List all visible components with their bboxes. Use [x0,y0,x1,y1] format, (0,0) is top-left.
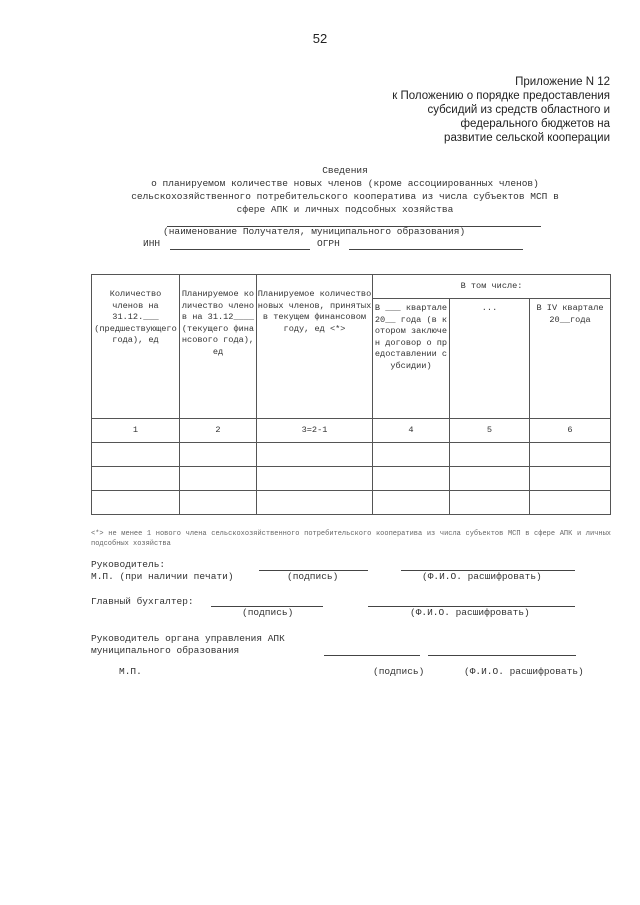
recipient-caption: (наименование Получателя, муниципального образования) [163,226,466,237]
signature-caption: (подпись) [287,571,339,582]
mp-label: М.П. [119,666,142,677]
table-cell[interactable] [257,443,373,467]
inn-label: ИНН [143,238,161,249]
ogrn-field[interactable] [349,249,523,250]
title-line: сфере АПК и личных подсобных хозяйства [236,204,454,215]
authority-signature-line[interactable] [324,655,420,656]
table-cell[interactable] [92,443,180,467]
column-number: 2 [180,419,257,443]
header-quarter-contract: В ___ квартале 20__ года (в котором заключен договор о предоставлении субсидии) [373,299,450,419]
accountant-label: Главный бухгалтер: [91,596,194,607]
header-ellipsis: ... [450,299,530,419]
table-cell[interactable] [257,467,373,491]
column-number: 4 [373,419,450,443]
table-cell[interactable] [92,467,180,491]
table-cell[interactable] [257,491,373,515]
inn-field[interactable] [170,249,310,250]
table-cell[interactable] [450,467,530,491]
table-cell[interactable] [92,491,180,515]
appendix-line: Приложение N 12 [515,76,610,88]
authority-label-line2: муниципального образования [91,645,240,656]
column-number: 6 [530,419,611,443]
head-label: Руководитель: [91,559,166,570]
signature-caption: (подпись) [373,666,425,677]
appendix-line: развитие сельской кооперации [444,132,610,144]
table-cell[interactable] [373,491,450,515]
header-including: В том числе: [373,275,611,299]
table-cell[interactable] [180,467,257,491]
name-caption: (Ф.И.О. расшифровать) [464,666,584,677]
table-cell[interactable] [373,467,450,491]
header-quarter-iv: В IV квартале 20__года [530,299,611,419]
table-cell[interactable] [530,467,611,491]
table-row [92,467,611,491]
table-cell[interactable] [373,443,450,467]
name-caption: (Ф.И.О. расшифровать) [410,607,530,618]
authority-label-line1: Руководитель органа управления АПК [91,633,285,644]
table-row [92,491,611,515]
header-new-members: Планируемое количество новых членов, принятых в текущем финансовом году, ед <*> [257,275,373,419]
document-title [60,164,630,216]
members-table [91,274,611,515]
title-line: о планируемом количестве новых членов (кроме ассоциированных членов) [151,178,539,189]
appendix-line: субсидий из средств областного и [427,104,610,116]
appendix-header [310,75,610,145]
column-number: 1 [92,419,180,443]
column-number: 3=2-1 [257,419,373,443]
footnote: <*> не менее 1 нового члена сельскохозяйственного потребительского кооператива из числа субъектов МСП в сфере АПК и личных подсобных хозяйства [91,530,611,548]
table-cell[interactable] [450,443,530,467]
authority-name-line[interactable] [428,655,576,656]
header-current-members: Количество членов на 31.12.___ (предшествующего года), ед [92,275,180,419]
column-number: 5 [450,419,530,443]
title-line: сельскохозяйственного потребительского кооператива из числа субъектов МСП в [131,191,559,202]
page-number: 52 [312,31,328,46]
appendix-line: к Положению о порядке предоставления [392,90,610,102]
ogrn-label: ОГРН [317,238,340,249]
title-line: Сведения [322,165,368,176]
table-cell[interactable] [530,443,611,467]
table-row [92,443,611,467]
name-caption: (Ф.И.О. расшифровать) [422,571,542,582]
table-cell[interactable] [450,491,530,515]
table-cell[interactable] [180,491,257,515]
table-cell[interactable] [530,491,611,515]
signature-caption: (подпись) [242,607,294,618]
table-cell[interactable] [180,443,257,467]
header-planned-members: Планируемое количество членов на 31.12____ (текущего финансового года), ед [180,275,257,419]
appendix-line: федерального бюджетов на [460,118,610,130]
stamp-label: М.П. (при наличии печати) [91,571,234,582]
